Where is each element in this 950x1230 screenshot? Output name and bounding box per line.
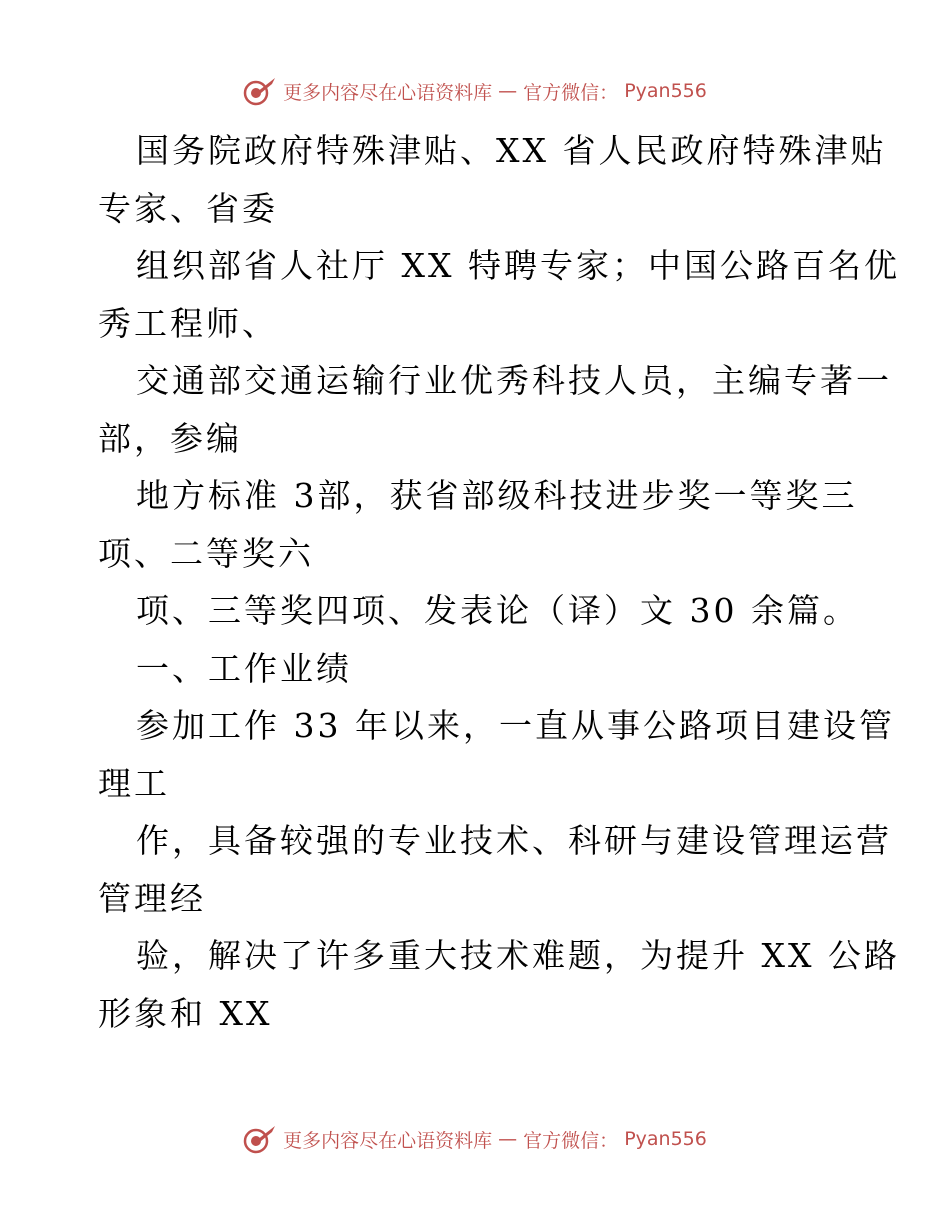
document-body xyxy=(98,122,900,1042)
text-line: 部，参编 xyxy=(98,418,242,458)
section-heading: 一、工作业绩 xyxy=(136,648,352,688)
text-line: 地方标准 3部，获省部级科技进步奖一等奖三 xyxy=(136,476,858,515)
text-line: 交通部交通运输行业优秀科技人员，主编专著一 xyxy=(136,361,892,400)
footer-watermark xyxy=(0,1124,950,1154)
text-line: 参加工作 33 年以来，一直从事公路项目建设管 xyxy=(136,706,895,745)
quill-logo-icon xyxy=(243,1124,277,1154)
text-line: 管理经 xyxy=(98,878,206,918)
text-line: 作，具备较强的专业技术、科研与建设管理运营 xyxy=(136,821,892,860)
watermark-id: Pyan556 xyxy=(624,80,707,102)
watermark-text: 更多内容尽在心语资料库 xyxy=(283,1129,493,1152)
header-watermark xyxy=(0,76,950,106)
text-line: 项、三等奖四项、发表论（译）文 30 余篇。 xyxy=(136,591,859,630)
text-line: 项、二等奖六 xyxy=(98,533,314,573)
text-line: 秀工程师、 xyxy=(98,303,278,343)
watermark-label: 官方微信： xyxy=(523,1129,619,1152)
watermark-dash: — xyxy=(498,80,518,102)
watermark-text: 更多内容尽在心语资料库 xyxy=(283,81,493,104)
text-line: 验，解决了许多重大技术难题，为提升 XX 公路 xyxy=(136,936,900,975)
watermark-id: Pyan556 xyxy=(624,1128,707,1150)
text-line: 理工 xyxy=(98,763,170,803)
watermark-dash: — xyxy=(498,1128,518,1150)
text-line: 国务院政府特殊津贴、XX 省人民政府特殊津贴 xyxy=(136,131,887,170)
quill-logo-icon xyxy=(243,76,277,106)
text-line: 形象和 XX xyxy=(98,993,273,1033)
watermark-label: 官方微信： xyxy=(523,81,619,104)
text-line: 组织部省人社厅 XX 特聘专家；中国公路百名优 xyxy=(136,246,900,285)
text-line: 专家、省委 xyxy=(98,188,278,228)
